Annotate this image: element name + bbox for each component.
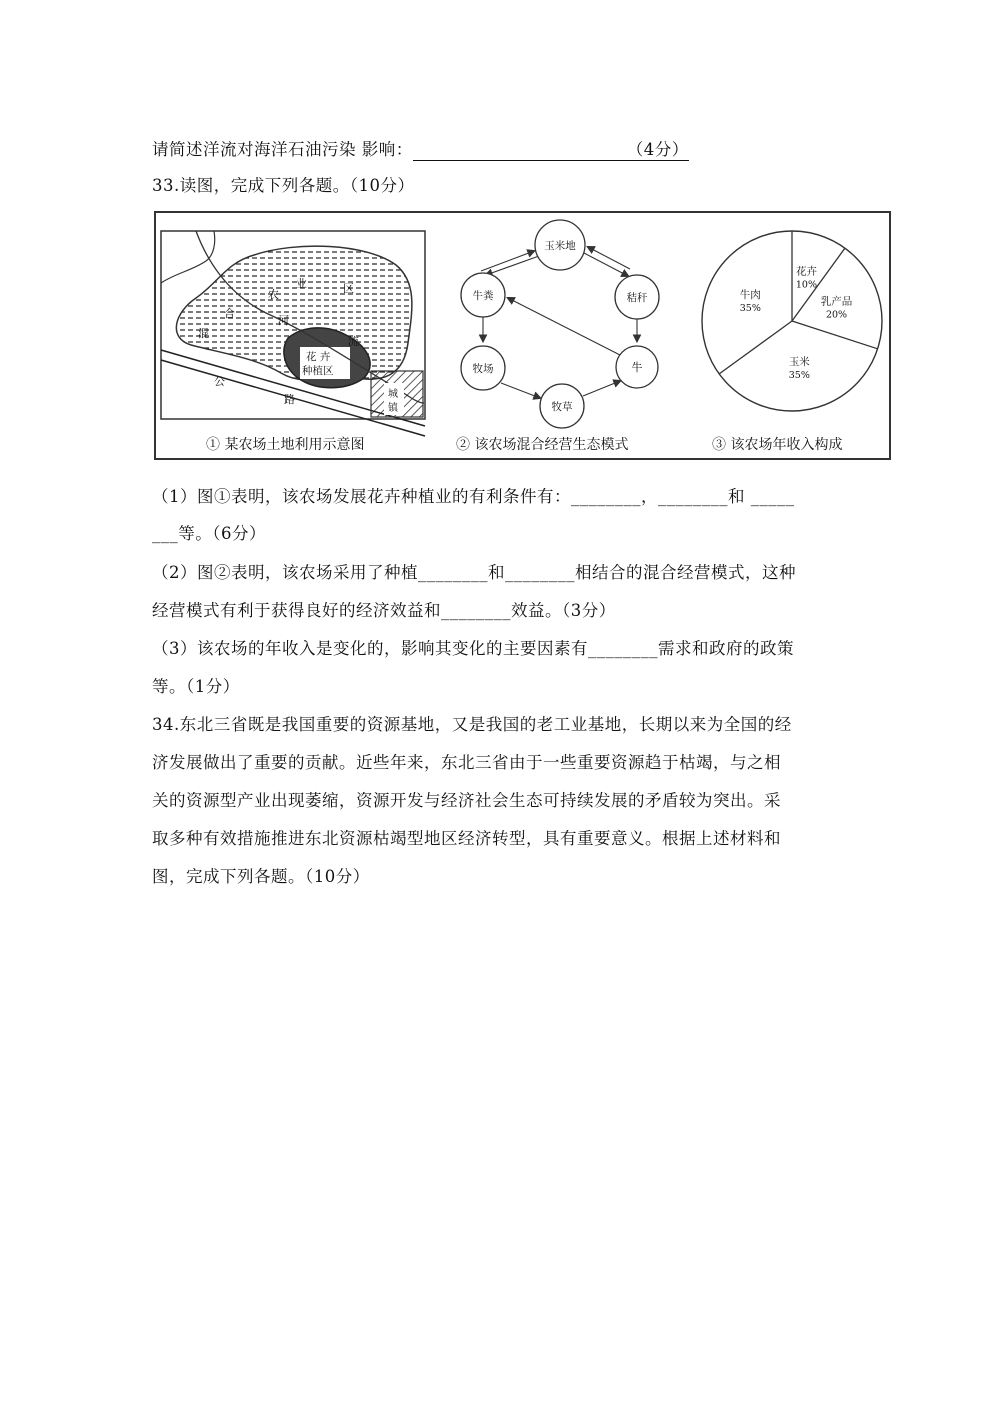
figure2-caption: ② 该农场混合经营生态模式 [456, 437, 629, 453]
map-label-ye: 业 [296, 277, 307, 290]
q34-line1: 34.东北三省既是我国重要的资源基地，又是我国的老工业基地，长期以来为全国的经 [152, 715, 792, 734]
pie-slice-name: 乳产品 [820, 295, 853, 308]
income-pie-chart [702, 231, 882, 453]
eco-cycle-diagram [456, 220, 659, 453]
node-straw-label: 秸秆 [626, 292, 648, 304]
pie-slice-percent: 35% [788, 370, 810, 382]
q34-line4: 取多种有效措施推进东北资源枯竭型地区经济转型，具有重要意义。根据上述材料和 [152, 829, 781, 848]
map-label-he2: 河 [278, 314, 289, 327]
map-label-flower2: 种植区 [302, 365, 334, 377]
q33-figure [154, 211, 891, 460]
q33-sub3-line1: （3）该农场的年收入是变化的，影响其变化的主要因素有________需求和政府的政策 [152, 639, 794, 658]
map-label-hun: 混 [198, 327, 209, 340]
boundary-line [161, 231, 215, 283]
q33-sub3-line2: 等。（1分） [152, 677, 240, 696]
map-label-cheng: 城 [388, 389, 398, 400]
pie-slice-name: 玉米 [788, 356, 810, 369]
node-manure-label: 牛粪 [472, 290, 494, 302]
node-grass-label: 牧草 [551, 401, 573, 413]
map-label-zhen: 镇 [388, 403, 398, 414]
node-corn-label: 玉米地 [544, 240, 576, 252]
arrow-grass-to-cow [583, 381, 620, 396]
pie-slice-name: 花卉 [795, 265, 817, 278]
map-label-lu: 路 [284, 393, 295, 406]
land-use-map [161, 231, 425, 453]
q32-score: （4分） [626, 140, 689, 159]
q33-sub2-line2: 经营模式有利于获得良好的经济效益和________效益。（3分） [152, 601, 616, 620]
q32-line [152, 136, 689, 161]
q34-line2: 济发展做出了重要的贡献。近些年来，东北三省由于一些重要资源趋于枯竭，与之相 [152, 753, 781, 772]
q33-sub2-line1: （2）图②表明，该农场采用了种植________和________相结合的混合经营模式，这种 [152, 563, 796, 582]
arrow-cow-to-manure [508, 298, 620, 355]
pie-slice-percent: 10% [795, 279, 818, 291]
map-label-gong: 公 [214, 375, 225, 388]
q33-sub1-line2: ___等。（6分） [152, 524, 266, 543]
figure3-caption: ③ 该农场年收入构成 [712, 437, 843, 453]
map-label-nong: 农 [268, 288, 279, 301]
q33-sub1-line1: （1）图①表明，该农场发展花卉种植业的有利条件有：________，________和 _____ [152, 487, 795, 506]
pie-slice-percent: 20% [825, 309, 848, 321]
q33-header: 33.读图，完成下列各题。（10分） [152, 176, 415, 195]
pie-slice-name: 牛肉 [739, 288, 761, 301]
figure1-caption: ① 某农场土地利用示意图 [206, 437, 365, 453]
q32-text: 请简述洋流对海洋石油污染 影响： [152, 140, 413, 159]
node-pasture-label: 牧场 [472, 363, 494, 375]
q33-figure-svg [156, 213, 889, 458]
map-label-liu: 流 [348, 335, 359, 348]
map-label-flower1: 花 卉 [306, 351, 331, 363]
q34-line5: 图，完成下列各题。（10分） [152, 867, 370, 886]
q32-answer-blank [413, 136, 689, 161]
map-label-he1: 合 [224, 307, 235, 320]
arrow-pasture-to-grass [501, 383, 540, 398]
q34-line3: 关的资源型产业出现萎缩，资源开发与经济社会生态可持续发展的矛盾较为突出。采 [152, 791, 781, 810]
node-cow-label: 牛 [631, 361, 643, 374]
pie-slice-percent: 35% [739, 302, 761, 314]
map-label-qu: 区 [343, 282, 354, 295]
